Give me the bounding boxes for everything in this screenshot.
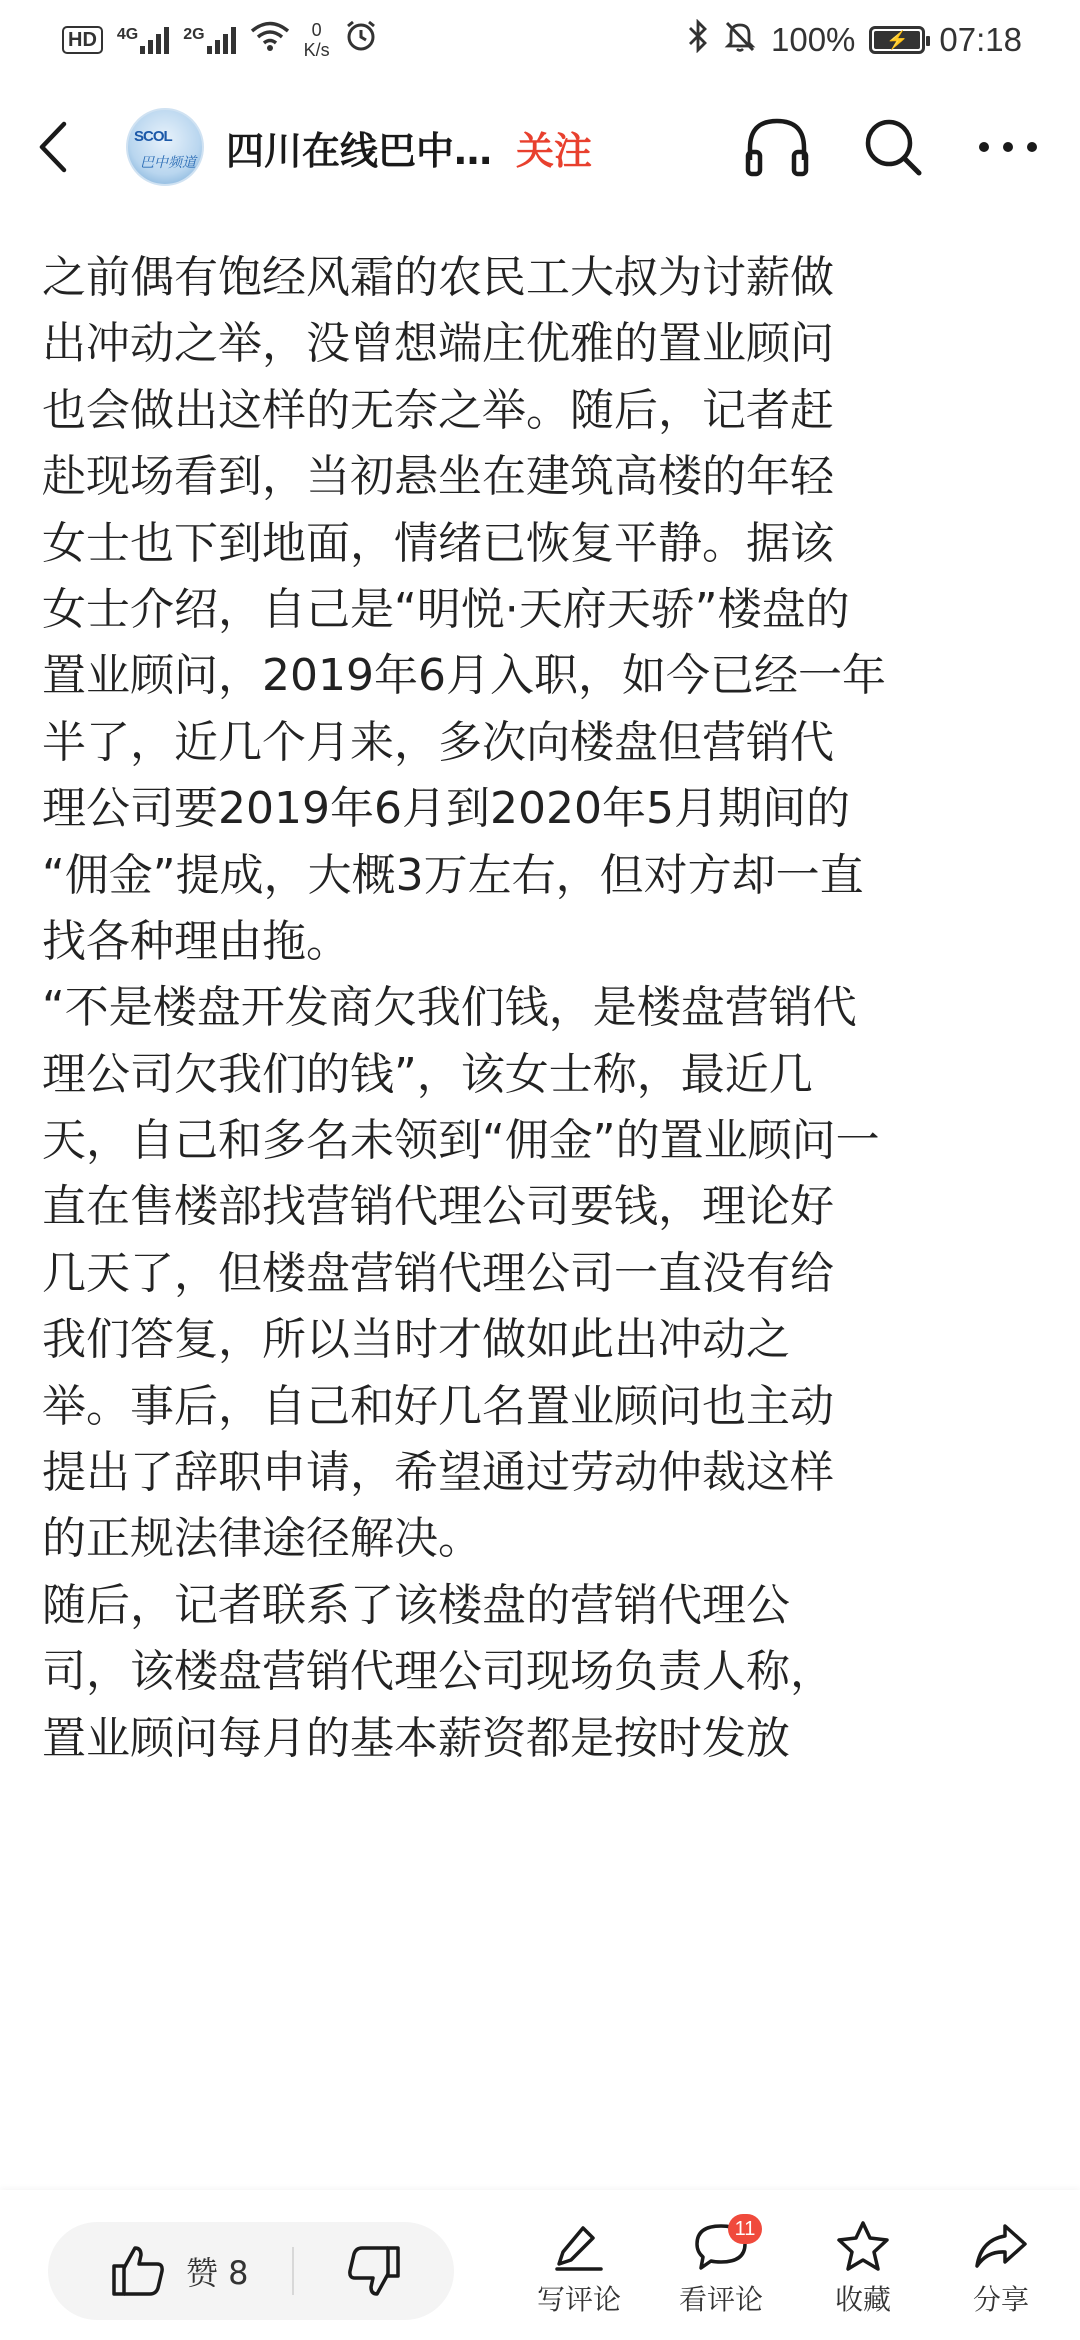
speed-value: 0: [311, 20, 322, 40]
article-line: 赴现场看到，当初悬坐在建筑高楼的年轻: [42, 451, 834, 503]
vote-pill: [48, 2222, 454, 2320]
article-line: 举。事后，自己和好几名置业顾问也主动: [42, 1380, 834, 1432]
search-icon: [862, 116, 924, 178]
comment-count-badge: 11: [728, 2214, 762, 2244]
article-line: 之前偶有饱经风霜的农民工大叔为讨薪做: [42, 252, 834, 303]
signal-icon: [117, 26, 169, 54]
bottom-action-bar: [0, 2190, 1080, 2340]
channel-name[interactable]: 四川在线巴中…: [226, 128, 493, 173]
search-button[interactable]: [862, 116, 924, 178]
article-line: 也会做出这样的无奈之举。随后，记者赶: [42, 384, 834, 436]
speed-unit: K/s: [303, 40, 330, 60]
clock: 07:18: [939, 21, 1022, 58]
status-bar-right: [687, 19, 1022, 61]
article-line: 提出了辞职申请，希望通过劳动仲裁这样: [42, 1447, 834, 1499]
article-line: 天，自己和多名未领到“佣金”的置业顾问一: [42, 1115, 880, 1167]
article-line: 找各种理由拖。: [42, 915, 350, 967]
status-bar: [0, 0, 1080, 80]
article-line: 司，该楼盘营销代理公司现场负责人称，: [42, 1646, 834, 1698]
bluetooth-icon: [687, 19, 709, 61]
article-line: “不是楼盘开发商欠我们钱，是楼盘营销代: [42, 982, 857, 1034]
like-count: 赞 8: [186, 2254, 249, 2292]
battery-icon: ⚡: [869, 26, 925, 54]
battery-percent: 100%: [771, 21, 856, 58]
channel-avatar[interactable]: [126, 108, 204, 186]
status-bar-left: [62, 19, 378, 61]
article-line: 置业顾问，2019年6月入职，如今已经一年: [42, 650, 886, 702]
share-arrow-icon: [973, 2220, 1029, 2272]
write-comment-button[interactable]: [524, 2220, 634, 2318]
share-button[interactable]: [946, 2220, 1056, 2318]
article-line: “佣金”提成，大概3万左右，但对方却一直: [42, 849, 864, 901]
signal-icon: [183, 26, 235, 54]
back-icon: [38, 120, 68, 174]
network-speed: [304, 20, 330, 60]
headphones-icon: [744, 116, 810, 178]
network-gen-label: 2G: [183, 26, 205, 43]
article-body: [42, 245, 1042, 1772]
like-button[interactable]: [48, 2222, 292, 2320]
write-comment-label: 写评论: [536, 2283, 621, 2316]
back-button[interactable]: [38, 107, 98, 187]
app-bar-actions: [744, 116, 1040, 178]
network-gen-label: 4G: [116, 26, 139, 43]
article-line: 理公司要2019年6月到2020年5月期间的: [42, 783, 850, 835]
wifi-icon: [250, 20, 290, 60]
collect-label: 收藏: [834, 2283, 891, 2316]
top-app-bar: [0, 82, 1080, 212]
avatar-script: 巴中频道: [140, 155, 196, 171]
article-line: 我们答复，所以当时才做如此出冲动之: [42, 1314, 790, 1366]
follow-button[interactable]: 关注: [516, 120, 592, 175]
pen-icon: [553, 2220, 605, 2272]
article-line: 出冲动之举，没曾想端庄优雅的置业顾问: [42, 318, 834, 370]
article-line: 半了，近几个月来，多次向楼盘但营销代: [42, 716, 834, 768]
hd-icon: HD: [62, 26, 103, 54]
listen-button[interactable]: [744, 116, 810, 178]
thumbs-down-icon: [346, 2244, 402, 2298]
article-line: 女士介绍，自己是“明悦·天府天骄”楼盘的: [42, 583, 850, 635]
article-line: 几天了，但楼盘营销代理公司一直没有给: [42, 1247, 834, 1299]
more-icon: [976, 137, 1040, 157]
more-button[interactable]: [976, 137, 1040, 157]
dislike-button[interactable]: [294, 2222, 454, 2320]
article-line: 女士也下到地面，情绪已恢复平静。据该: [42, 517, 834, 569]
thumbs-up-icon: [110, 2244, 166, 2298]
share-label: 分享: [972, 2283, 1029, 2316]
article-line: 理公司欠我们的钱”，该女士称，最近几: [42, 1048, 813, 1100]
avatar-logo: SCOL: [134, 128, 172, 145]
article-line: 直在售楼部找营销代理公司要钱，理论好: [42, 1181, 834, 1233]
view-comments-label: 看评论: [678, 2283, 763, 2316]
mute-bell-icon: [723, 19, 757, 61]
alarm-icon: [344, 19, 378, 61]
view-comments-button[interactable]: [666, 2220, 776, 2318]
article-line: 的正规法律途径解决。: [42, 1513, 482, 1565]
star-icon: [835, 2220, 891, 2272]
collect-button[interactable]: [808, 2220, 918, 2318]
article-line: 置业顾问每月的基本薪资都是按时发放: [42, 1712, 790, 1764]
article-line: 随后，记者联系了该楼盘的营销代理公: [42, 1579, 790, 1631]
